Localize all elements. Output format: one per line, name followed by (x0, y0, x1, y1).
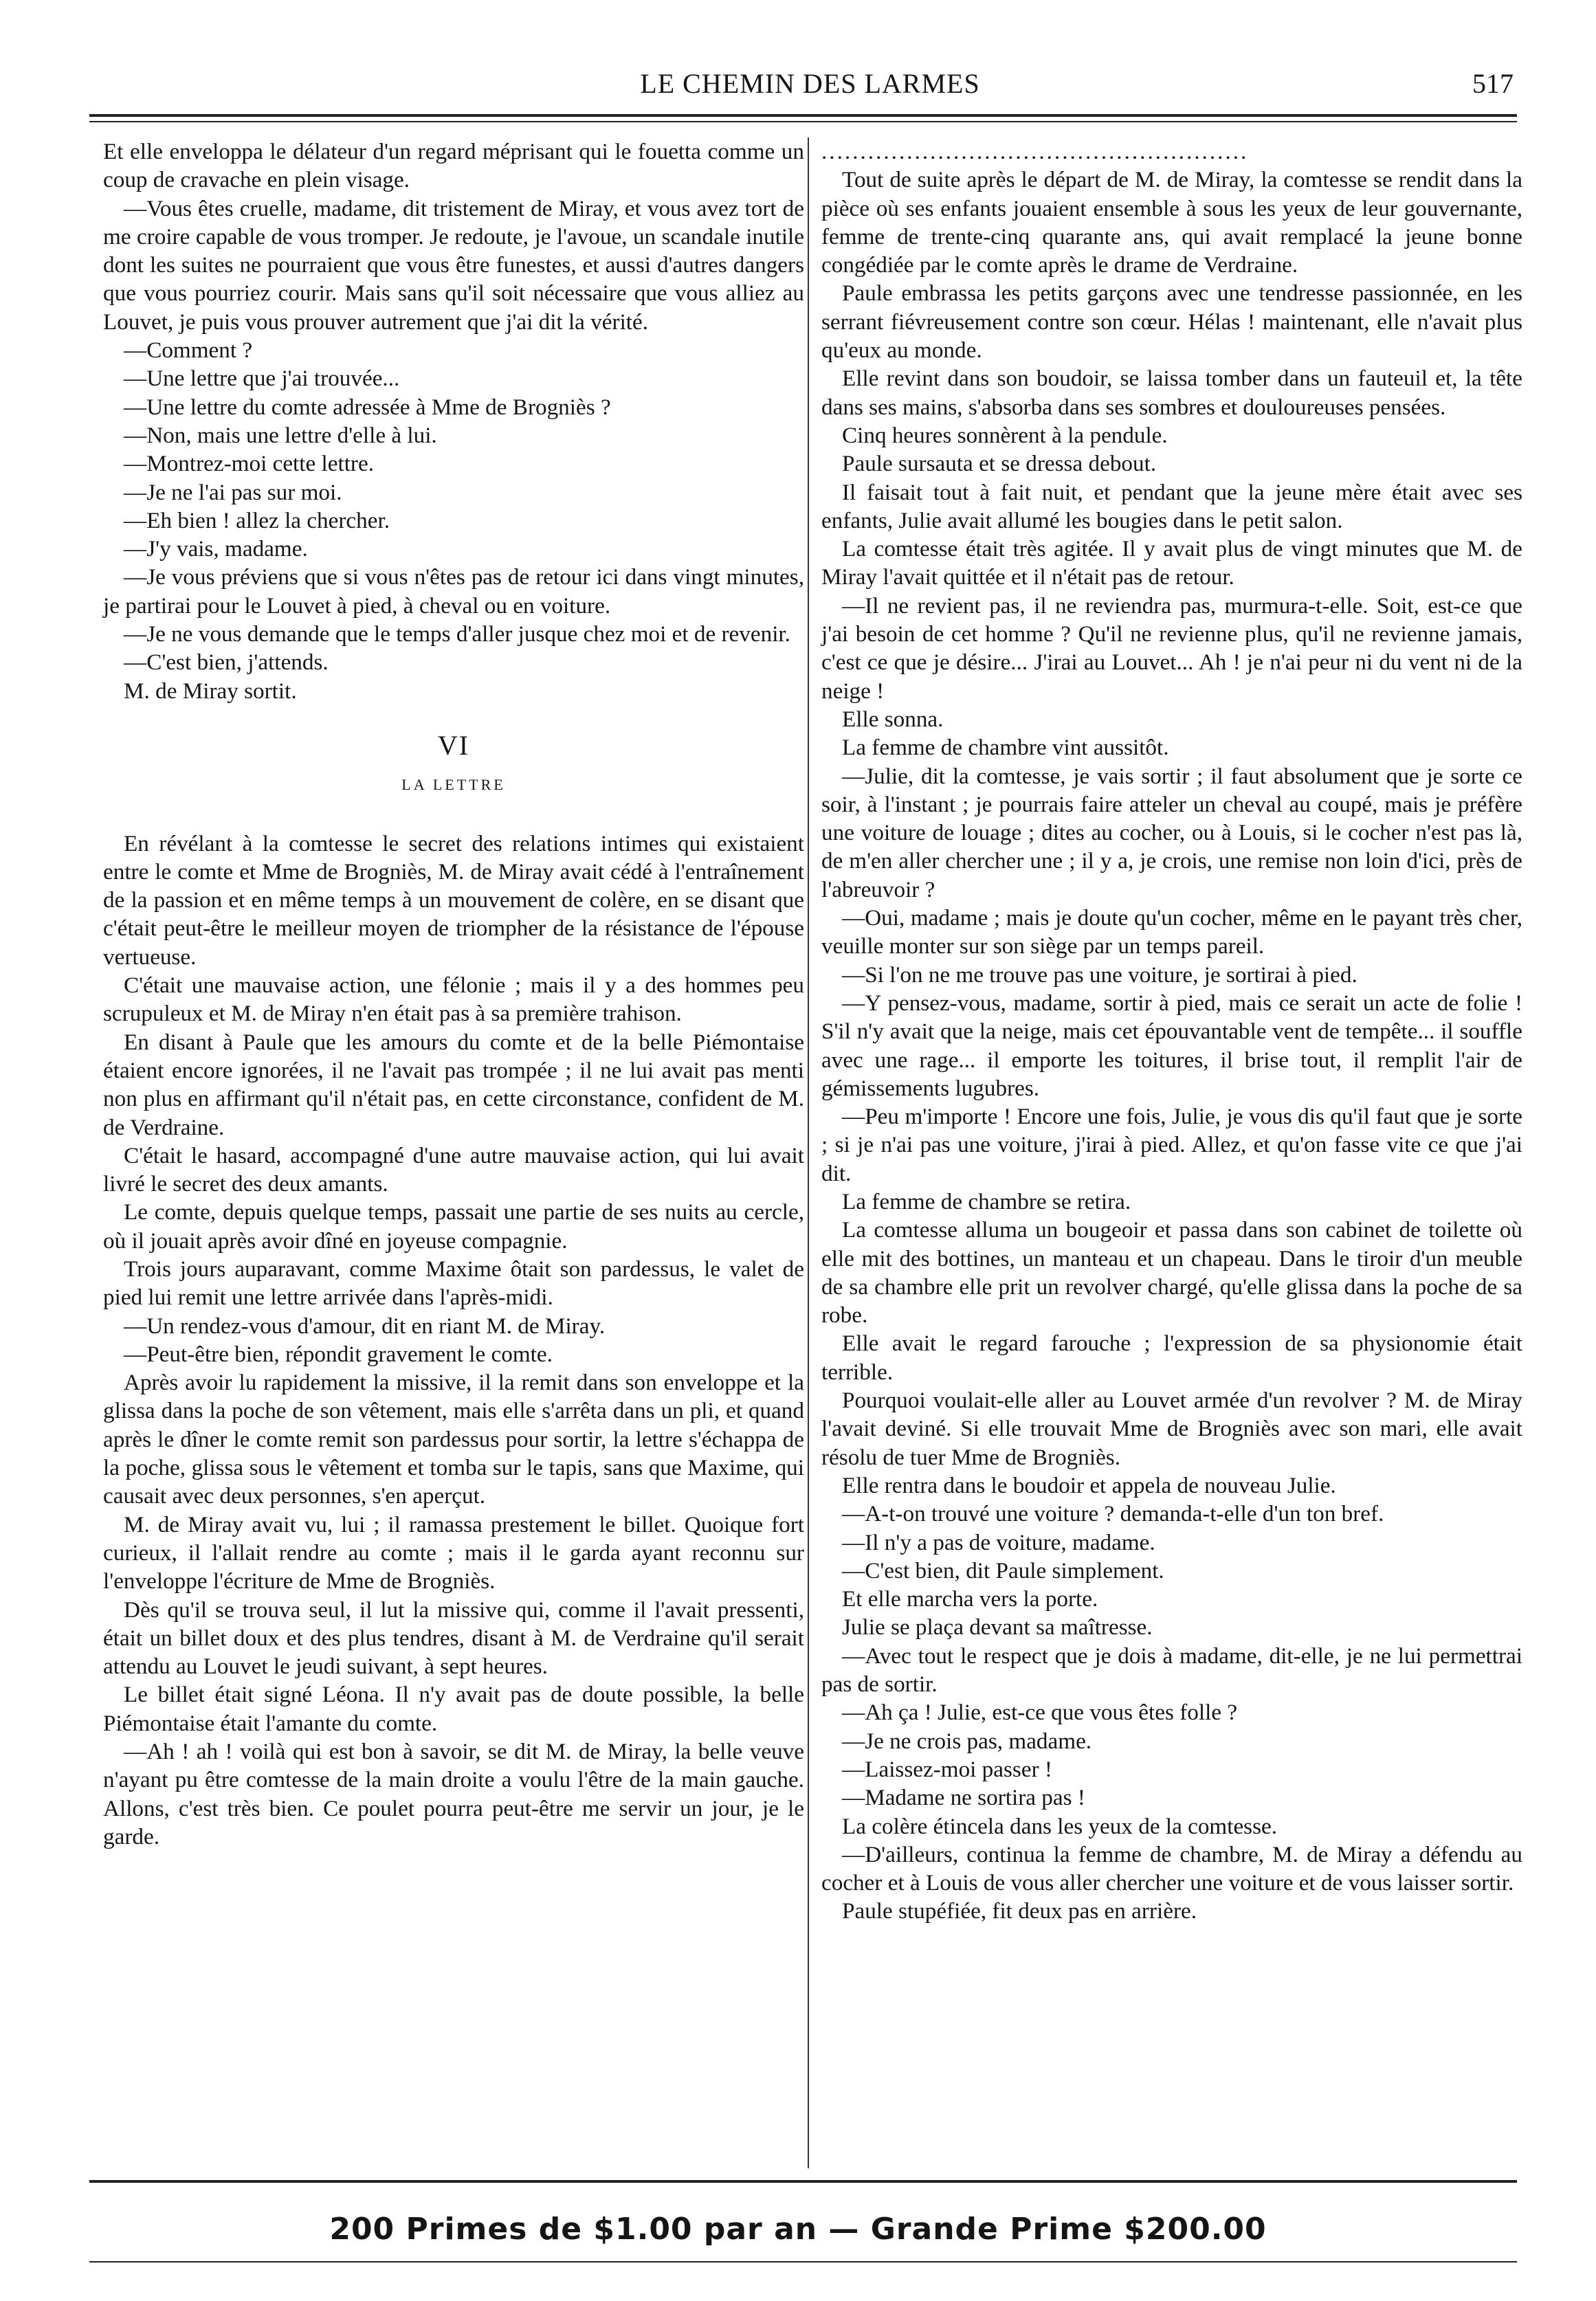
column-divider (808, 137, 809, 2168)
paragraph: —Comment ? (124, 337, 253, 364)
paragraph: Pourquoi voulait-elle aller au Louvet armée d'un revolver ? M. de Miray l'avait deviné. Si elle trouvait Mme de Brogniès avec son mari, elle avait résolu de tuer Mme de Brogniès. (821, 1388, 1522, 1470)
paragraph: —C'est bien, j'attends. (124, 649, 329, 676)
paragraph: —Si l'on ne me trouve pas une voiture, je sortirai à pied. (842, 961, 1357, 988)
footer-rule-bottom (89, 2261, 1517, 2263)
paragraph: —Laissez-moi passer ! (842, 1756, 1052, 1782)
paragraph: —Eh bien ! allez la chercher. (124, 507, 390, 533)
header-rule-thin (89, 121, 1517, 122)
paragraph: Dès qu'il se trouva seul, il lut la missive qui, comme il l'avait pressenti, était un billet doux et des plus tendres, disant à M. de Verdraine qu'il serait attendu au Louvet le jeudi suivant, à sept heures. (103, 1597, 804, 1680)
paragraph: Cinq heures sonnèrent à la pendule. (842, 422, 1168, 448)
paragraph: —Peu m'importe ! Encore une fois, Julie, je vous dis qu'il faut que je sorte ; si je n'ai pas une voiture, j'irai à pied. Allez, et qu'on fasse vite ce que j'ai dit. (821, 1104, 1522, 1186)
paragraph: Il faisait tout à fait nuit, et pendant que la jeune mère était avec ses enfants, Julie avait allumé les bougies dans le petit salon. (821, 479, 1522, 533)
paragraph: Julie se plaça devant sa maîtresse. (842, 1614, 1153, 1641)
paragraph: Elle revint dans son boudoir, se laissa tomber dans un fauteuil et, la tête dans ses mains, s'absorba dans ses sombres et douloureuses pensées. (821, 366, 1522, 420)
paragraph: —Vous êtes cruelle, madame, dit tristement de Miray, et vous avez tort de me croire capable de vous tromper. Je redoute, je l'avoue, un scandale inutile dont les suites ne pourraient que vous être funestes, et aussi d'autres dangers que vous pourriez courir. Mais sans qu'il soit nécessaire que vous alliez au Louvet, je puis vous prouver autrement que j'ai dit la vérité. (103, 195, 804, 335)
paragraph: La femme de chambre se retira. (842, 1188, 1131, 1214)
paragraph: Paule embrassa les petits garçons avec une tendresse passionnée, en les serrant fiévreusement contre son cœur. Hélas ! maintenant, elle n'avait plus qu'eux au monde. (821, 280, 1522, 364)
paragraph: —Un rendez-vous d'amour, dit en riant M. de Miray. (124, 1313, 606, 1339)
paragraph: Et elle enveloppa le délateur d'un regard méprisant qui le fouetta comme un coup de cravache en plein visage. (103, 139, 804, 193)
paragraph: Trois jours auparavant, comme Maxime ôtait son pardessus, le valet de pied lui remit une lettre arrivée dans l'après-midi. (103, 1256, 804, 1311)
paragraph: —Il ne revient pas, il ne reviendra pas, murmura-t-elle. Soit, est-ce que j'ai besoin de cet homme ? Qu'il ne revienne plus, qu'il ne revienne jamais, c'est ce que je désire... J'irai au Louvet... Ah ! je n'ai peur ni du vent ni de la neige ! (821, 592, 1522, 704)
header-rule (89, 114, 1517, 117)
paragraph: Le billet était signé Léona. Il n'y avait pas de doute possible, la belle Piémontaise était l'amante du comte. (103, 1682, 804, 1736)
paragraph: La comtesse était très agitée. Il y avait plus de vingt minutes que M. de Miray l'avait quittée et il n'était pas de retour. (821, 536, 1522, 590)
paragraph: —A-t-on trouvé une voiture ? demanda-t-elle d'un ton bref. (842, 1501, 1384, 1527)
paragraph: En révélant à la comtesse le secret des relations intimes qui existaient entre le comte et Mme de Brogniès, M. de Miray avait cédé à l'entraînement de la passion et en même temps à un mouvement de colère, en se disant que c'était peut-être le meilleur moyen de triompher de la résistance de l'épouse vertueuse. (103, 830, 804, 970)
page-header (107, 63, 1514, 104)
paragraph: La comtesse alluma un bougeoir et passa dans son cabinet de toilette où elle mit des bottines, un manteau et un chapeau. Dans le tiroir d'un meuble de sa chambre elle prit un revolver chargé, qu'elle glissa dans la poche de sa robe. (821, 1217, 1522, 1329)
left-paragraphs-after (103, 830, 804, 1852)
left-paragraphs-before (103, 137, 804, 705)
running-title: LE CHEMIN DES LARMES (640, 68, 980, 99)
paragraph: —Je ne vous demande que le temps d'aller jusque chez moi et de revenir. (124, 621, 790, 647)
paragraph: Elle rentra dans le boudoir et appela de nouveau Julie. (842, 1472, 1336, 1498)
left-column (103, 137, 804, 1851)
page-number: 517 (1472, 68, 1514, 99)
paragraph: —Julie, dit la comtesse, je vais sortir ; il faut absolument que je sorte ce soir, à l'instant ; je pourrais faire atteler un cheval au coupé, mais je préfère une voiture de louage ; dites au cocher, ou à Louis, si le cocher n'est pas là, de m'en aller chercher une ; il y a, je crois, une remise non loin d'ici, près de l'abreuvoir ? (821, 763, 1522, 902)
paragraph: Après avoir lu rapidement la missive, il la remit dans son enveloppe et la glissa dans la poche de son vêtement, mais elle s'arrêta dans un pli, et quand après le dîner le comte remit son pardessus pour sortir, la lettre s'échappa de la poche, glissa sous le vêtement et tomba sur le tapis, sans que Maxime, qui causait avec deux personnes, s'en aperçut. (103, 1370, 804, 1509)
paragraph: La colère étincela dans les yeux de la comtesse. (842, 1813, 1278, 1839)
paragraph: Elle sonna. (842, 706, 944, 732)
paragraph: —Ah ça ! Julie, est-ce que vous êtes folle ? (842, 1700, 1238, 1726)
right-column (821, 137, 1522, 1926)
paragraph: —J'y vais, madame. (124, 536, 308, 562)
paragraph: C'était le hasard, accompagné d'une autre mauvaise action, qui lui avait livré le secret des deux amants. (103, 1142, 804, 1197)
paragraph: M. de Miray avait vu, lui ; il ramassa prestement le billet. Quoique fort curieux, il l'allait rendre au comte ; mais il le garda ayant reconnu sur l'enveloppe l'écriture de Mme de Brogniès. (103, 1511, 804, 1594)
paragraph: —D'ailleurs, continua la femme de chambre, M. de Miray a défendu au cocher et à Louis de vous aller chercher une voiture et de vous laisser sortir. (821, 1841, 1522, 1896)
paragraph: Le comte, depuis quelque temps, passait une partie de ses nuits au cercle, où il jouait après avoir dîné en joyeuse compagnie. (103, 1199, 804, 1254)
paragraph: —Une lettre que j'ai trouvée... (124, 366, 400, 392)
paragraph: Paule stupéfiée, fit deux pas en arrière. (842, 1898, 1197, 1924)
paragraph: —C'est bien, dit Paule simplement. (842, 1557, 1164, 1583)
paragraph: —Peut-être bien, répondit gravement le comte. (124, 1341, 553, 1367)
paragraph: —Y pensez-vous, madame, sortir à pied, mais ce serait un acte de folie ! S'il n'y avait que la neige, mais cet épouvantable vent de tempête... il souffle avec une rage... il emporte les toitures, il brise tout, il remplit l'air de gémissements lugubres. (821, 990, 1522, 1101)
right-paragraphs (821, 166, 1522, 1925)
paragraph: —Madame ne sortira pas ! (842, 1785, 1085, 1811)
dotted-separator: ....................................................... (821, 139, 1249, 164)
footer-rule (89, 2180, 1517, 2183)
chapter-title: LA LETTRE (401, 776, 506, 794)
paragraph: —Montrez-moi cette lettre. (124, 451, 374, 477)
paragraph: Et elle marcha vers la porte. (842, 1586, 1098, 1612)
footer-banner: 200 Primes de $1.00 par an — Grande Prime $200.00 (329, 2212, 1267, 2247)
paragraph: —Avec tout le respect que je dois à madame, dit-elle, je ne lui permettrai pas de sortir. (821, 1643, 1522, 1698)
paragraph: —Oui, madame ; mais je doute qu'un cocher, même en le payant très cher, veuille monter sur son siège par un temps pareil. (821, 905, 1522, 959)
paragraph: —Je ne l'ai pas sur moi. (124, 479, 342, 505)
paragraph: La femme de chambre vint aussitôt. (842, 735, 1169, 761)
paragraph: Paule sursauta et se dressa debout. (842, 451, 1157, 477)
paragraph: —Non, mais une lettre d'elle à lui. (124, 422, 437, 448)
paragraph: —Je vous préviens que si vous n'êtes pas de retour ici dans vingt minutes, je partirai pour le Louvet à pied, à cheval ou en voiture. (103, 564, 804, 619)
paragraph: —Il n'y a pas de voiture, madame. (842, 1529, 1155, 1555)
paragraph: C'était une mauvaise action, une félonie ; mais il y a des hommes peu scrupuleux et M. de Miray n'en était pas à sa première trahison. (103, 972, 804, 1027)
paragraph: —Je ne crois pas, madame. (842, 1728, 1092, 1754)
chapter-number: VI (437, 729, 470, 761)
paragraph: Elle avait le regard farouche ; l'expression de sa physionomie était terrible. (821, 1331, 1522, 1385)
paragraph: Tout de suite après le départ de M. de Miray, la comtesse se rendit dans la pièce où ses enfants jouaient ensemble à sous les yeux de leur gouvernante, femme de trente-cinq quarante ans, qui avait remplacé la jeune bonne congédiée par le comte après le drame de Verdraine. (821, 167, 1522, 278)
paragraph: —Ah ! ah ! voilà qui est bon à savoir, se dit M. de Miray, la belle veuve n'ayant pu être comtesse de la main droite a voulu l'être de la main gauche. Allons, c'est très bien. Ce poulet pourra peut-être me servir un jour, je le garde. (103, 1739, 804, 1849)
paragraph: M. de Miray sortit. (124, 678, 297, 704)
paragraph: En disant à Paule que les amours du comte et de la belle Piémontaise étaient encore ignorées, il ne l'avait pas trompée ; il ne lui avait pas menti non plus en affirmant qu'il n'était pas, en cette circonstance, confident de M. de Verdraine. (103, 1029, 804, 1140)
paragraph: —Une lettre du comte adressée à Mme de Brogniès ? (124, 394, 611, 420)
